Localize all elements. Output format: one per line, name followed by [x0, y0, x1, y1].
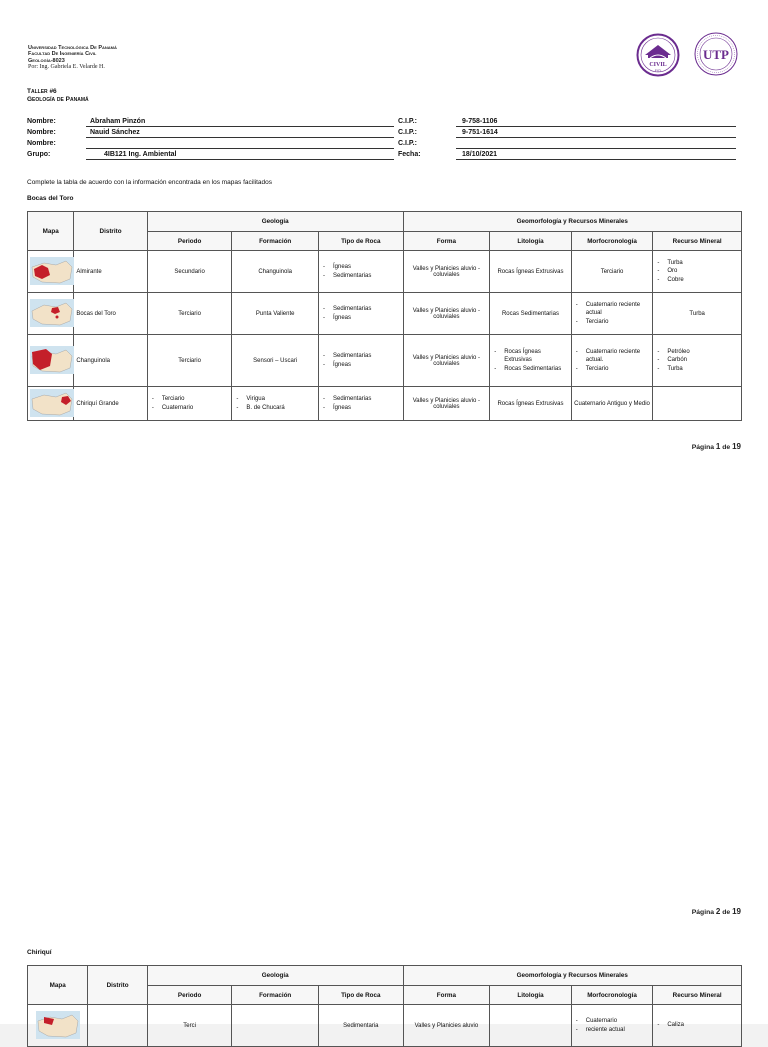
- page-total: 19: [732, 907, 741, 916]
- distrito-cell: Chiriquí Grande: [74, 387, 148, 421]
- date-label: Fecha:: [398, 151, 421, 158]
- field-line: [86, 137, 394, 138]
- list-item: - Turba: [655, 365, 739, 374]
- col-header-periodo: Periodo: [147, 232, 232, 251]
- col-header-periodo: Periodo: [147, 986, 232, 1005]
- col-header-forma: Forma: [403, 986, 490, 1005]
- group-header-geomorfologia: Geomorfología y Recursos Minerales: [403, 212, 741, 232]
- title-line1: Taller #6: [27, 88, 57, 95]
- list-item: - Ígneas: [321, 263, 401, 272]
- litologia-cell: [490, 335, 572, 387]
- field-value: Nauid Sánchez: [90, 129, 140, 136]
- table-row: [28, 387, 742, 421]
- logo1-text: CIVIL: [649, 62, 667, 68]
- list-item: - Sedimentarias: [321, 305, 401, 314]
- formacion-cell: Punta Valiente: [232, 293, 319, 335]
- cip-value: 9-751-1614: [462, 129, 498, 136]
- group-header-geologia: Geología: [147, 966, 403, 986]
- morfo-cell: [571, 1005, 653, 1047]
- list-item: - Oro: [655, 267, 739, 276]
- table-row: [28, 1005, 742, 1047]
- forma-cell: Valles y Planicies aluvio: [403, 1005, 490, 1047]
- field-label: Nombre:: [27, 129, 56, 136]
- litologia-cell: Rocas Sedimentarias: [490, 293, 572, 335]
- logo2-text: UTP: [703, 47, 729, 62]
- district-map-thumbnail: [36, 1011, 80, 1039]
- group-label: Grupo:: [27, 151, 51, 158]
- morfo-cell: [571, 335, 653, 387]
- distrito-cell: Almirante: [74, 251, 148, 293]
- list-item: - Terciario: [574, 365, 651, 374]
- university-name: Universidad Tecnológica De Panamá: [28, 45, 117, 51]
- page-num: 2: [715, 907, 721, 916]
- recurso-cell: [653, 1005, 742, 1047]
- cip-line: [456, 148, 736, 149]
- periodo-cell: Secundario: [147, 251, 232, 293]
- university-header: [28, 45, 117, 70]
- cip-line: [456, 137, 736, 138]
- table-clip: [0, 965, 768, 1033]
- list-item: - Ígneas: [321, 314, 401, 323]
- formacion-cell: [232, 1005, 319, 1047]
- group-header-geomorfologia: Geomorfología y Recursos Minerales: [403, 966, 741, 986]
- forma-cell: Valles y Planicies aluvio - coluviales: [403, 387, 490, 421]
- page-number-2: [692, 907, 741, 916]
- litologia-cell: Rocas Ígneas Extrusivas: [490, 387, 572, 421]
- col-header-litologia: Litología: [490, 232, 572, 251]
- forma-cell: Valles y Planicies aluvio - coluviales: [403, 293, 490, 335]
- course-code: Geología-8023: [28, 57, 65, 64]
- col-header-mapa: Mapa: [28, 212, 74, 251]
- map-cell: [28, 251, 74, 293]
- district-map-thumbnail: [30, 389, 74, 417]
- forma-cell: Valles y Planicies aluvio - coluviales: [403, 335, 490, 387]
- list-item: - Terciario: [574, 318, 651, 327]
- col-header-mapa: Mapa: [28, 966, 88, 1005]
- distrito-cell: [88, 1005, 147, 1047]
- field-label: Nombre:: [27, 118, 56, 125]
- periodo-cell: Terciario: [147, 293, 232, 335]
- field-line: [86, 148, 394, 149]
- distrito-cell: Changuinola: [74, 335, 148, 387]
- field-line: [86, 159, 394, 160]
- district-map-thumbnail: [30, 257, 74, 285]
- list-item: - Cobre: [655, 276, 739, 285]
- tipo-roca-cell: [318, 387, 403, 421]
- formacion-cell: [232, 387, 319, 421]
- table-row: [28, 335, 742, 387]
- cip-value: 9-758-1106: [462, 118, 498, 125]
- recurso-cell: [653, 335, 742, 387]
- section-title-chiriqui: Chiriquí: [27, 949, 52, 956]
- list-item: - Caliza: [655, 1021, 739, 1030]
- cip-label: C.I.P.:: [398, 129, 417, 136]
- recurso-cell: [653, 387, 742, 421]
- distrito-cell: Bocas del Toro: [74, 293, 148, 335]
- col-header-tipo-roca: Tipo de Roca: [318, 232, 403, 251]
- list-item: - reciente actual: [574, 1026, 651, 1035]
- group-header-geologia: Geología: [147, 212, 403, 232]
- section-title-bocas: Bocas del Toro: [27, 195, 74, 202]
- group-value: 4IB121 Ing. Ambiental: [104, 151, 177, 158]
- civil-faculty-logo: [636, 33, 680, 77]
- district-map-thumbnail: [30, 346, 74, 374]
- list-item: - Ígneas: [321, 404, 401, 413]
- map-cell: [28, 387, 74, 421]
- periodo-cell: Terci: [147, 1005, 232, 1047]
- page-prefix: Página: [691, 444, 715, 451]
- list-item: - Rocas Ígneas Extrusivas: [492, 348, 569, 365]
- faculty-name: Facultad De Ingeniería Civil: [28, 51, 97, 58]
- list-item: - Cuaternario reciente actual: [574, 301, 651, 318]
- list-item: - B. de Chucará: [234, 404, 316, 413]
- morfo-cell: Terciario: [571, 251, 653, 293]
- list-item: - Turba: [655, 259, 739, 268]
- list-item: - Petróleo: [655, 348, 739, 357]
- list-item: - Sedimentarias: [321, 352, 401, 361]
- map-cell: [28, 335, 74, 387]
- list-item: - Terciario: [150, 395, 230, 404]
- map-cell: [28, 293, 74, 335]
- logo1-subtext: FICI: [654, 69, 662, 73]
- title-line2: Geología de Panamá: [27, 96, 89, 103]
- col-header-morfocronologia: Morfocronología: [571, 986, 653, 1005]
- page-num: 1: [715, 442, 721, 451]
- professor-name: Por: Ing. Gabriela E. Velarde H.: [28, 63, 105, 70]
- date-line: [456, 159, 736, 160]
- map-cell: [28, 1005, 88, 1047]
- morfo-cell: [571, 293, 653, 335]
- periodo-cell: Terciario: [147, 335, 232, 387]
- field-line: [86, 126, 394, 127]
- recurso-cell: Turba: [653, 293, 742, 335]
- assignment-title: [27, 88, 89, 104]
- page-total: 19: [732, 442, 741, 451]
- list-item: - Ígneas: [321, 361, 401, 370]
- geology-table: [27, 211, 742, 421]
- utp-logo: [693, 31, 739, 77]
- tipo-roca-cell: [318, 293, 403, 335]
- col-header-distrito: Distrito: [88, 966, 147, 1005]
- list-item: - Cuaternario reciente actual.: [574, 348, 651, 365]
- page-of: de: [722, 909, 731, 916]
- tipo-roca-cell: Sedimentaria: [318, 1005, 403, 1047]
- list-item: - Virigua: [234, 395, 316, 404]
- cip-label: C.I.P.:: [398, 118, 417, 125]
- cip-label: C.I.P.:: [398, 140, 417, 147]
- instructions: Complete la tabla de acuerdo con la información encontrada en los mapas facilitados: [27, 179, 272, 186]
- page-prefix: Página: [691, 909, 715, 916]
- formacion-cell: Sensori – Uscari: [232, 335, 319, 387]
- col-header-morfocronologia: Morfocronología: [571, 232, 653, 251]
- col-header-forma: Forma: [403, 232, 490, 251]
- table-row: [28, 251, 742, 293]
- col-header-formacion: Formación: [232, 232, 319, 251]
- col-header-tipo-roca: Tipo de Roca: [318, 986, 403, 1005]
- page-of: de: [722, 444, 731, 451]
- table-row: [28, 293, 742, 335]
- periodo-cell: [147, 387, 232, 421]
- forma-cell: Valles y Planicies aluvio - coluviales: [403, 251, 490, 293]
- list-item: - Cuaternario: [150, 404, 230, 413]
- list-item: - Carbón: [655, 356, 739, 365]
- list-item: - Cuaternario: [574, 1017, 651, 1026]
- col-header-distrito: Distrito: [74, 212, 148, 251]
- morfo-cell: Cuaternario Antiguo y Medio: [571, 387, 653, 421]
- col-header-formacion: Formación: [232, 986, 319, 1005]
- list-item: - Sedimentarias: [321, 272, 401, 281]
- col-header-recurso-mineral: Recurso Mineral: [653, 232, 742, 251]
- page-number-1: [692, 442, 741, 451]
- district-map-thumbnail: [30, 299, 74, 327]
- list-item: - Sedimentarias: [321, 395, 401, 404]
- field-value: Abraham Pinzón: [90, 118, 146, 125]
- formacion-cell: Changuinola: [232, 251, 319, 293]
- list-item: - Rocas Sedimentarias: [492, 365, 569, 374]
- col-header-litologia: Litología: [490, 986, 572, 1005]
- date-value: 18/10/2021: [462, 151, 498, 158]
- field-label: Nombre:: [27, 140, 56, 147]
- litologia-cell: [490, 1005, 572, 1047]
- litologia-cell: Rocas Ígneas Extrusivas: [490, 251, 572, 293]
- cip-line: [456, 126, 736, 127]
- col-header-recurso-mineral: Recurso Mineral: [653, 986, 742, 1005]
- recurso-cell: [653, 251, 742, 293]
- geology-table-chiriqui: [27, 965, 742, 1047]
- tipo-roca-cell: [318, 335, 403, 387]
- tipo-roca-cell: [318, 251, 403, 293]
